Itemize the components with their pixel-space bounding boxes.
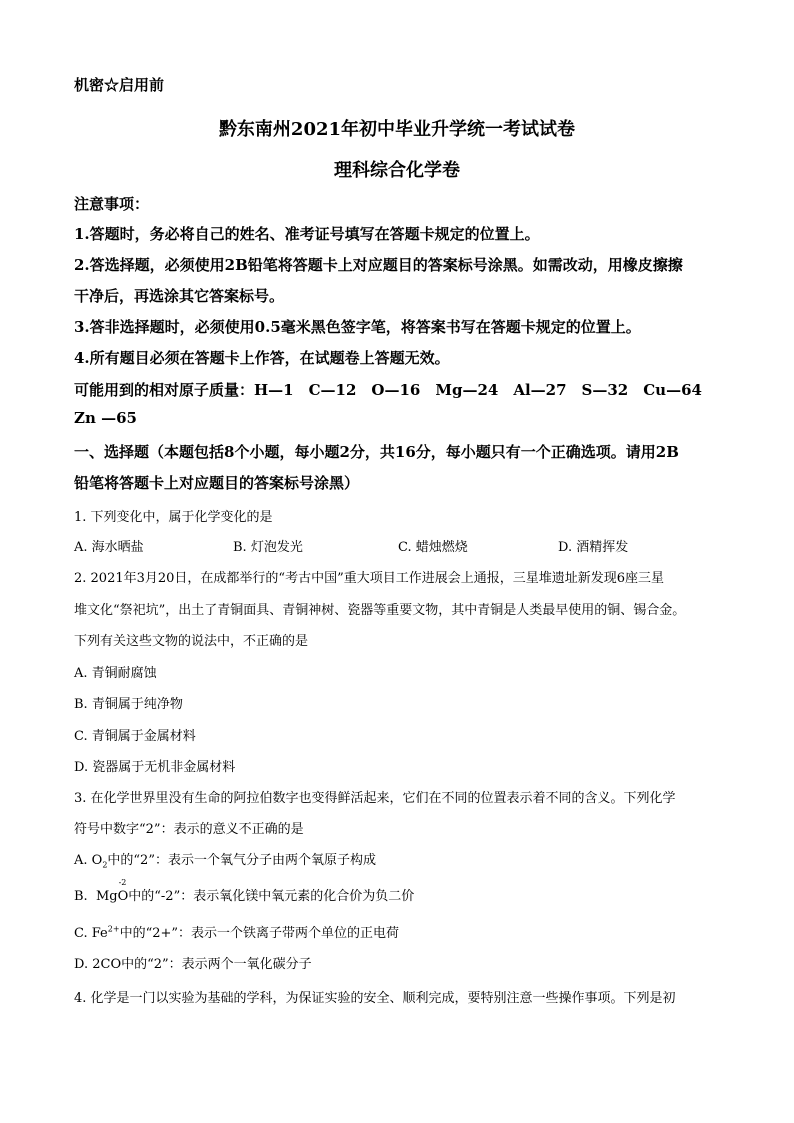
section-heading: 铅笔将答题卡上对应题目的答案标号涂黑）: [74, 474, 360, 492]
question-2-stem: 2. 2021年3月20日，在成都举行的“考古中国”重大项目工作进展会上通报，三星堆遗址新发现6座三星: [74, 571, 664, 586]
page-subtitle: 理科综合化学卷: [334, 160, 460, 181]
question-1-option-d: D. 酒精挥发: [558, 540, 629, 555]
question-3-option-a: A. $O_2$中的“2”：表示一个氧气分子由两个氧原子构成: [74, 853, 376, 870]
atomic-mass-line: Zn —65: [74, 409, 137, 427]
valence-mark: -2: [118, 878, 127, 887]
notes-heading: 注意事项：: [74, 195, 150, 213]
question-2-stem: 堆文化“祭祀坑”，出土了青铜面具、青铜神树、瓷器等重要文物，其中青铜是人类最早使用的铜、锡合金。: [74, 603, 686, 618]
confidential-label: 机密☆启用前: [74, 76, 165, 94]
question-1-option-c: C. 蜡烛燃烧: [398, 540, 468, 555]
question-2-option-d: D. 瓷器属于无机非金属材料: [74, 760, 236, 775]
note-item: 4.所有题目必须在答题卡上作答，在试题卷上答题无效。: [74, 349, 450, 367]
section-heading: 一、选择题（本题包括8个小题，每小题2分，共16分，每小题只有一个正确选项。请用2B: [74, 443, 679, 461]
question-4-stem: 4. 化学是一门以实验为基础的学科，为保证实验的安全、顺利完成，要特别注意一些操作事项。下列是初: [74, 991, 676, 1006]
note-item: 1.答题时，务必将自己的姓名、准考证号填写在答题卡规定的位置上。: [74, 225, 540, 243]
atomic-mass-line: 可能用到的相对原子质量：H—1 C—12 O—16 Mg—24 Al—27 S—32 Cu—64: [74, 381, 702, 399]
question-3-option-d: D. 2CO中的“2”：表示两个一氧化碳分子: [74, 957, 312, 972]
question-2-option-b: B. 青铜属于纯净物: [74, 697, 183, 712]
question-3-stem: 符号中数字“2”：表示的意义不正确的是: [74, 822, 304, 837]
note-item: 干净后，再选涂其它答案标号。: [74, 287, 285, 305]
question-1-option-a: A. 海水晒盐: [74, 540, 144, 555]
question-1-stem: 1. 下列变化中，属于化学变化的是: [74, 510, 273, 525]
question-3-stem: 3. 在化学世界里没有生命的阿拉伯数字也变得鲜活起来，它们在不同的位置表示着不同的含义。下列化学: [74, 791, 676, 806]
page-title: 黔东南州2021年初中毕业升学统一考试试卷: [218, 119, 576, 140]
question-2-option-c: C. 青铜属于金属材料: [74, 729, 196, 744]
question-2-stem: 下列有关这些文物的说法中，不正确的是: [74, 634, 309, 649]
question-3-option-c: C. $Fe^{2+}$中的“2+”：表示一个铁离子带两个单位的正电荷: [74, 924, 400, 941]
mgo-formula: Mg -2 O: [95, 878, 129, 904]
note-item: 3.答非选择题时，必须使用0.5毫米黑色签字笔，将答案书写在答题卡规定的位置上。: [74, 318, 641, 336]
question-3-option-b: B. Mg -2 O中的“-2”：表示氧化镁中氧元素的化合价为负二价: [74, 878, 415, 904]
note-item: 2.答选择题，必须使用2B铅笔将答题卡上对应题目的答案标号涂黑。如需改动，用橡皮擦擦: [74, 256, 683, 274]
question-2-option-a: A. 青铜耐腐蚀: [74, 666, 157, 681]
question-1-option-b: B. 灯泡发光: [233, 540, 303, 555]
